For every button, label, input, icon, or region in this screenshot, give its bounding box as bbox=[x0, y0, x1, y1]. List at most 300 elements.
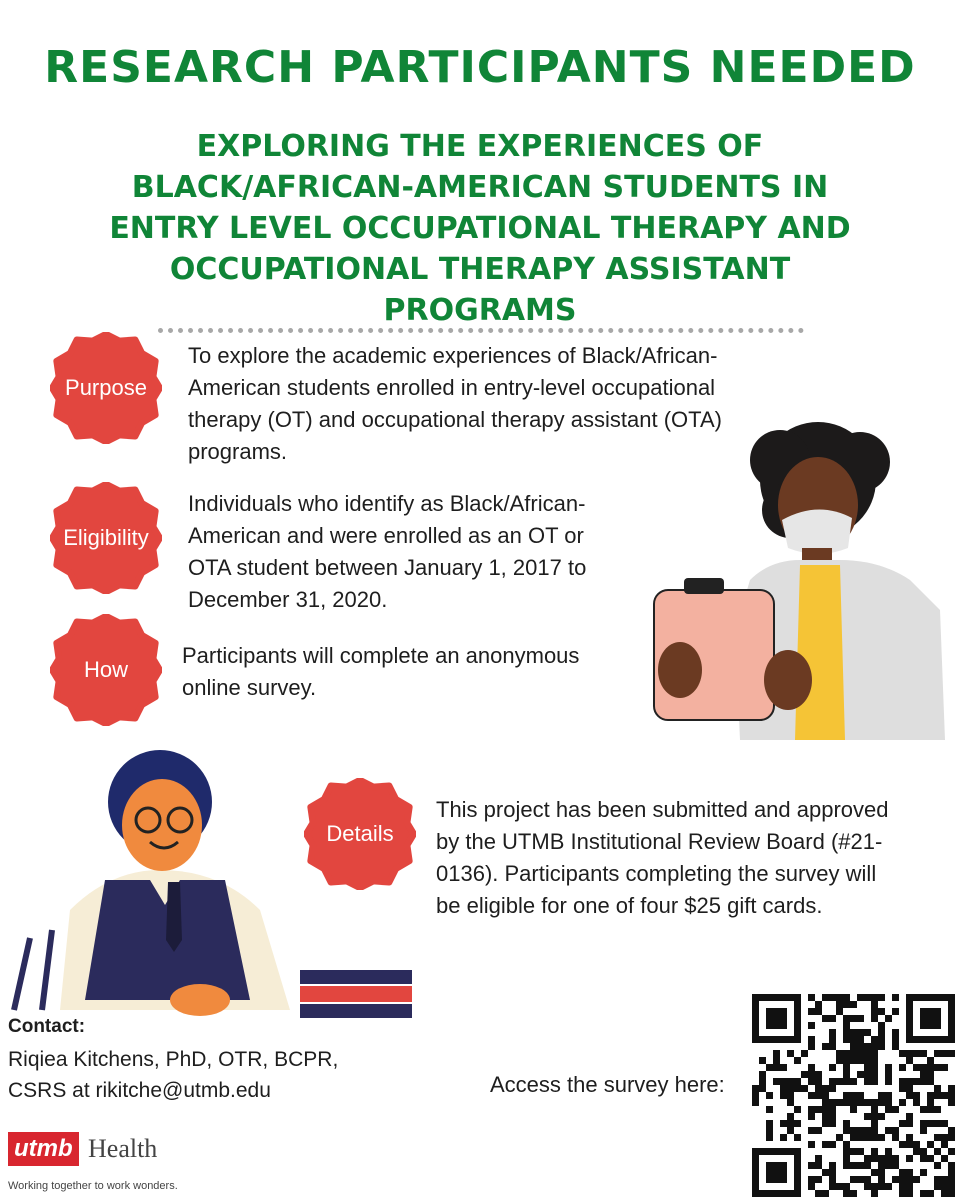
utmb-logo-mark: utmb bbox=[8, 1132, 79, 1166]
qr-module bbox=[885, 1099, 892, 1106]
qr-module bbox=[864, 1162, 871, 1169]
qr-module bbox=[780, 1134, 787, 1141]
qr-module bbox=[871, 1043, 878, 1050]
qr-module bbox=[892, 1134, 899, 1141]
qr-module bbox=[906, 1120, 913, 1127]
subtitle-line: BLACK/AFRICAN-AMERICAN STUDENTS IN bbox=[131, 170, 829, 205]
text-line: To explore the academic experiences of Black/African- bbox=[188, 343, 718, 368]
qr-module bbox=[934, 1183, 941, 1190]
contact-line: CSRS at rikitche@utmb.edu bbox=[8, 1079, 271, 1102]
qr-module bbox=[920, 1190, 927, 1197]
qr-module bbox=[920, 1127, 927, 1134]
qr-module bbox=[871, 1050, 878, 1057]
qr-module bbox=[857, 1029, 864, 1036]
qr-module bbox=[871, 1169, 878, 1176]
qr-module bbox=[801, 1050, 808, 1057]
qr-module bbox=[850, 1106, 857, 1113]
qr-module bbox=[829, 1078, 836, 1085]
qr-module bbox=[899, 1078, 906, 1085]
qr-module bbox=[843, 1001, 850, 1008]
qr-module bbox=[829, 1113, 836, 1120]
qr-module bbox=[857, 1036, 864, 1043]
qr-module bbox=[864, 1176, 871, 1183]
qr-module bbox=[899, 1120, 906, 1127]
qr-module bbox=[773, 1078, 780, 1085]
subtitle-line: PROGRAMS bbox=[383, 293, 577, 328]
qr-module bbox=[878, 1099, 885, 1106]
qr-module bbox=[871, 1106, 878, 1113]
qr-module bbox=[843, 1162, 850, 1169]
qr-module bbox=[843, 1064, 850, 1071]
qr-module bbox=[892, 1036, 899, 1043]
qr-module bbox=[850, 1043, 857, 1050]
qr-module bbox=[913, 1099, 920, 1106]
qr-module bbox=[857, 994, 864, 1001]
qr-module bbox=[815, 1071, 822, 1078]
qr-module bbox=[892, 1106, 899, 1113]
subtitle-line: EXPLORING THE EXPERIENCES OF bbox=[196, 129, 764, 164]
qr-module bbox=[787, 1092, 794, 1099]
qr-module bbox=[773, 1050, 780, 1057]
qr-module bbox=[948, 1176, 955, 1183]
qr-module bbox=[871, 1078, 878, 1085]
qr-module bbox=[780, 1120, 787, 1127]
qr-module bbox=[920, 1106, 927, 1113]
qr-module bbox=[829, 1141, 836, 1148]
qr-module bbox=[941, 1183, 948, 1190]
qr-module bbox=[878, 1134, 885, 1141]
qr-module bbox=[766, 1064, 773, 1071]
qr-module bbox=[871, 1127, 878, 1134]
qr-module bbox=[822, 1043, 829, 1050]
qr-module bbox=[920, 1120, 927, 1127]
qr-module bbox=[885, 1148, 892, 1155]
qr-module bbox=[892, 1029, 899, 1036]
qr-module bbox=[766, 1134, 773, 1141]
qr-module bbox=[885, 1106, 892, 1113]
how-text bbox=[182, 640, 579, 704]
qr-module bbox=[871, 1190, 878, 1197]
qr-module bbox=[857, 1092, 864, 1099]
qr-module bbox=[836, 1057, 843, 1064]
qr-module bbox=[927, 1155, 934, 1162]
text-line: December 31, 2020. bbox=[188, 587, 388, 612]
qr-module bbox=[948, 1148, 955, 1155]
qr-module bbox=[878, 1113, 885, 1120]
qr-module bbox=[857, 1134, 864, 1141]
qr-module bbox=[801, 1085, 808, 1092]
qr-module bbox=[878, 994, 885, 1001]
qr-module bbox=[822, 1092, 829, 1099]
qr-module bbox=[773, 1057, 780, 1064]
qr-module bbox=[752, 1099, 759, 1106]
subtitle-line: OCCUPATIONAL THERAPY ASSISTANT bbox=[169, 252, 791, 287]
qr-module bbox=[927, 1190, 934, 1197]
qr-module bbox=[885, 1155, 892, 1162]
qr-module bbox=[808, 1008, 815, 1015]
qr-module bbox=[941, 1134, 948, 1141]
qr-module bbox=[934, 1085, 941, 1092]
qr-module bbox=[850, 1050, 857, 1057]
qr-module bbox=[850, 1162, 857, 1169]
qr-module bbox=[843, 1148, 850, 1155]
qr-module bbox=[843, 1127, 850, 1134]
qr-module bbox=[808, 1078, 815, 1085]
contact-heading: Contact: bbox=[8, 1016, 86, 1037]
qr-module bbox=[927, 1071, 934, 1078]
utmb-logo-health: Health bbox=[88, 1134, 158, 1163]
qr-module bbox=[780, 1078, 787, 1085]
qr-module bbox=[808, 1022, 815, 1029]
man-with-books-illustration bbox=[0, 730, 420, 1020]
qr-module bbox=[871, 1099, 878, 1106]
qr-module bbox=[857, 1057, 864, 1064]
qr-module bbox=[759, 1078, 766, 1085]
qr-module bbox=[948, 1099, 955, 1106]
qr-module bbox=[892, 1127, 899, 1134]
qr-module bbox=[864, 1134, 871, 1141]
qr-module bbox=[878, 1155, 885, 1162]
qr-module bbox=[815, 1127, 822, 1134]
qr-module bbox=[808, 1036, 815, 1043]
qr-module bbox=[850, 1057, 857, 1064]
qr-module bbox=[899, 1064, 906, 1071]
qr-module bbox=[864, 1043, 871, 1050]
qr-module bbox=[885, 1071, 892, 1078]
eligibility-badge bbox=[50, 482, 162, 594]
qr-module bbox=[829, 1064, 836, 1071]
qr-module bbox=[815, 1190, 822, 1197]
qr-module bbox=[941, 1176, 948, 1183]
qr-module bbox=[808, 1092, 815, 1099]
qr-module bbox=[857, 1127, 864, 1134]
qr-module bbox=[822, 1015, 829, 1022]
qr-module bbox=[836, 1183, 843, 1190]
qr-module bbox=[815, 1085, 822, 1092]
qr-module bbox=[843, 1078, 850, 1085]
qr-module bbox=[878, 1176, 885, 1183]
survey-qr-code[interactable] bbox=[750, 992, 960, 1200]
qr-module bbox=[822, 1169, 829, 1176]
qr-module bbox=[857, 1162, 864, 1169]
qr-module bbox=[899, 1085, 906, 1092]
dotted-divider bbox=[158, 328, 804, 333]
poster-subtitle bbox=[60, 126, 900, 331]
qr-module bbox=[871, 1057, 878, 1064]
text-line: by the UTMB Institutional Review Board (#21- bbox=[436, 829, 883, 854]
qr-module bbox=[906, 1050, 913, 1057]
qr-module bbox=[871, 1183, 878, 1190]
qr-module bbox=[927, 1141, 934, 1148]
qr-module bbox=[836, 1050, 843, 1057]
qr-module bbox=[766, 1127, 773, 1134]
qr-module bbox=[871, 1134, 878, 1141]
qr-module bbox=[822, 1106, 829, 1113]
qr-module bbox=[948, 1085, 955, 1092]
qr-finder bbox=[920, 1008, 941, 1029]
qr-module bbox=[878, 1008, 885, 1015]
qr-module bbox=[878, 1036, 885, 1043]
qr-module bbox=[871, 1155, 878, 1162]
qr-module bbox=[906, 1092, 913, 1099]
qr-module bbox=[864, 1113, 871, 1120]
qr-module bbox=[801, 1071, 808, 1078]
qr-module bbox=[787, 1120, 794, 1127]
qr-finder bbox=[766, 1162, 787, 1183]
qr-module bbox=[899, 1176, 906, 1183]
qr-module bbox=[864, 1155, 871, 1162]
qr-module bbox=[892, 1162, 899, 1169]
qr-module bbox=[885, 1064, 892, 1071]
qr-module bbox=[871, 1001, 878, 1008]
qr-module bbox=[941, 1141, 948, 1148]
qr-module bbox=[843, 1050, 850, 1057]
qr-module bbox=[920, 1169, 927, 1176]
qr-module bbox=[913, 1092, 920, 1099]
qr-module bbox=[850, 1092, 857, 1099]
qr-module bbox=[787, 1127, 794, 1134]
qr-module bbox=[878, 1169, 885, 1176]
qr-module bbox=[871, 1064, 878, 1071]
qr-module bbox=[843, 1022, 850, 1029]
qr-module bbox=[808, 994, 815, 1001]
qr-module bbox=[780, 1085, 787, 1092]
qr-module bbox=[934, 1176, 941, 1183]
qr-module bbox=[941, 1092, 948, 1099]
qr-module bbox=[843, 994, 850, 1001]
qr-module bbox=[871, 1120, 878, 1127]
qr-module bbox=[920, 1064, 927, 1071]
qr-module bbox=[913, 1148, 920, 1155]
qr-module bbox=[752, 1085, 759, 1092]
qr-module bbox=[822, 1085, 829, 1092]
qr-module bbox=[871, 1148, 878, 1155]
qr-module bbox=[864, 1127, 871, 1134]
qr-module bbox=[836, 994, 843, 1001]
qr-module bbox=[941, 1190, 948, 1197]
qr-module bbox=[864, 1099, 871, 1106]
qr-module bbox=[857, 1050, 864, 1057]
qr-module bbox=[927, 1057, 934, 1064]
qr-module bbox=[906, 1183, 913, 1190]
qr-finder bbox=[766, 1008, 787, 1029]
text-line: Participants will complete an anonymous bbox=[182, 643, 580, 668]
qr-module bbox=[871, 1015, 878, 1022]
purpose-label: Purpose bbox=[65, 375, 147, 400]
qr-module bbox=[822, 1141, 829, 1148]
woman-with-clipboard-illustration bbox=[640, 410, 960, 750]
subtitle-line: ENTRY LEVEL OCCUPATIONAL THERAPY AND bbox=[109, 211, 851, 246]
qr-module bbox=[885, 1078, 892, 1085]
qr-module bbox=[892, 1155, 899, 1162]
qr-module bbox=[899, 1141, 906, 1148]
qr-module bbox=[892, 1043, 899, 1050]
qr-module bbox=[899, 1190, 906, 1197]
qr-module bbox=[878, 1162, 885, 1169]
qr-module bbox=[927, 1106, 934, 1113]
qr-module bbox=[913, 1064, 920, 1071]
qr-module bbox=[906, 1176, 913, 1183]
qr-module bbox=[913, 1141, 920, 1148]
contact-line: Riqiea Kitchens, PhD, OTR, BCPR, bbox=[8, 1048, 339, 1071]
qr-module bbox=[885, 1127, 892, 1134]
qr-module bbox=[850, 1015, 857, 1022]
qr-module bbox=[843, 1071, 850, 1078]
qr-module bbox=[934, 1064, 941, 1071]
qr-module bbox=[948, 1183, 955, 1190]
qr-module bbox=[759, 1071, 766, 1078]
qr-module bbox=[857, 1015, 864, 1022]
qr-module bbox=[927, 1099, 934, 1106]
survey-access-label: Access the survey here: bbox=[490, 1072, 725, 1097]
qr-module bbox=[941, 1155, 948, 1162]
qr-module bbox=[780, 1064, 787, 1071]
text-line: therapy (OT) and occupational therapy assistant (OTA) bbox=[188, 407, 722, 432]
qr-module bbox=[871, 1008, 878, 1015]
qr-module bbox=[850, 1148, 857, 1155]
qr-module bbox=[843, 1141, 850, 1148]
qr-module bbox=[850, 1099, 857, 1106]
qr-module bbox=[920, 1155, 927, 1162]
qr-module bbox=[829, 1099, 836, 1106]
text-line: be eligible for one of four $25 gift cards. bbox=[436, 893, 823, 918]
qr-module bbox=[829, 1029, 836, 1036]
qr-module bbox=[752, 1092, 759, 1099]
qr-module bbox=[913, 1176, 920, 1183]
qr-module bbox=[815, 1078, 822, 1085]
qr-module bbox=[927, 1092, 934, 1099]
qr-module bbox=[850, 1127, 857, 1134]
qr-module bbox=[850, 1029, 857, 1036]
qr-module bbox=[934, 1134, 941, 1141]
qr-module bbox=[808, 1162, 815, 1169]
qr-module bbox=[787, 1113, 794, 1120]
qr-module bbox=[878, 1092, 885, 1099]
qr-module bbox=[906, 1113, 913, 1120]
qr-module bbox=[948, 1134, 955, 1141]
qr-module bbox=[934, 1162, 941, 1169]
qr-module bbox=[822, 1113, 829, 1120]
utmb-tagline: Working together to work wonders. bbox=[8, 1180, 178, 1192]
text-line: American and were enrolled as an OT or bbox=[188, 523, 584, 548]
qr-module bbox=[899, 1099, 906, 1106]
qr-module bbox=[864, 1183, 871, 1190]
qr-module bbox=[829, 1036, 836, 1043]
qr-module bbox=[850, 1001, 857, 1008]
qr-module bbox=[899, 1183, 906, 1190]
qr-module bbox=[927, 1120, 934, 1127]
qr-module bbox=[878, 1022, 885, 1029]
qr-module bbox=[885, 1162, 892, 1169]
qr-module bbox=[864, 1050, 871, 1057]
qr-module bbox=[899, 1169, 906, 1176]
qr-module bbox=[864, 1057, 871, 1064]
qr-module bbox=[766, 1120, 773, 1127]
qr-module bbox=[920, 1050, 927, 1057]
qr-module bbox=[941, 1050, 948, 1057]
qr-module bbox=[815, 1106, 822, 1113]
qr-module bbox=[941, 1120, 948, 1127]
qr-module bbox=[892, 1176, 899, 1183]
qr-module bbox=[857, 1099, 864, 1106]
qr-module bbox=[822, 1120, 829, 1127]
qr-module bbox=[836, 1099, 843, 1106]
qr-module bbox=[780, 1092, 787, 1099]
qr-module bbox=[829, 1176, 836, 1183]
qr-module bbox=[843, 1099, 850, 1106]
qr-module bbox=[843, 1036, 850, 1043]
text-line: programs. bbox=[188, 439, 288, 464]
text-line: Individuals who identify as Black/African- bbox=[188, 491, 586, 516]
qr-module bbox=[892, 994, 899, 1001]
qr-module bbox=[787, 1050, 794, 1057]
qr-module bbox=[843, 1057, 850, 1064]
qr-module bbox=[794, 1057, 801, 1064]
text-line: online survey. bbox=[182, 675, 317, 700]
qr-module bbox=[906, 1085, 913, 1092]
qr-module bbox=[906, 1057, 913, 1064]
qr-module bbox=[843, 1155, 850, 1162]
qr-module bbox=[829, 1106, 836, 1113]
qr-module bbox=[773, 1064, 780, 1071]
qr-module bbox=[836, 1008, 843, 1015]
qr-module bbox=[836, 1078, 843, 1085]
qr-module bbox=[857, 1043, 864, 1050]
qr-module bbox=[878, 1043, 885, 1050]
details-label: Details bbox=[326, 821, 394, 846]
qr-module bbox=[815, 1008, 822, 1015]
qr-module bbox=[794, 1134, 801, 1141]
qr-module bbox=[794, 1078, 801, 1085]
qr-module bbox=[948, 1092, 955, 1099]
qr-module bbox=[766, 1092, 773, 1099]
qr-module bbox=[808, 1071, 815, 1078]
qr-module bbox=[850, 1176, 857, 1183]
qr-module bbox=[829, 1120, 836, 1127]
qr-module bbox=[815, 1092, 822, 1099]
qr-module bbox=[822, 1190, 829, 1197]
text-line: 0136). Participants completing the survey will bbox=[436, 861, 877, 886]
qr-module bbox=[913, 1078, 920, 1085]
qr-module bbox=[794, 1120, 801, 1127]
text-line: American students enrolled in entry-level occupational bbox=[188, 375, 716, 400]
qr-module bbox=[808, 1113, 815, 1120]
qr-module bbox=[906, 1155, 913, 1162]
qr-module bbox=[885, 1183, 892, 1190]
qr-module bbox=[787, 1085, 794, 1092]
qr-module bbox=[843, 1029, 850, 1036]
qr-module bbox=[808, 1176, 815, 1183]
qr-module bbox=[857, 1071, 864, 1078]
qr-module bbox=[864, 1078, 871, 1085]
qr-module bbox=[759, 1085, 766, 1092]
qr-module bbox=[822, 994, 829, 1001]
qr-module bbox=[829, 1183, 836, 1190]
qr-module bbox=[927, 1078, 934, 1085]
qr-module bbox=[850, 1036, 857, 1043]
qr-module bbox=[906, 1190, 913, 1197]
qr-module bbox=[948, 1190, 955, 1197]
qr-module bbox=[843, 1120, 850, 1127]
qr-module bbox=[906, 1169, 913, 1176]
qr-module bbox=[794, 1106, 801, 1113]
qr-module bbox=[836, 1134, 843, 1141]
qr-module bbox=[808, 1106, 815, 1113]
qr-module bbox=[822, 1099, 829, 1106]
qr-module bbox=[899, 1050, 906, 1057]
qr-module bbox=[878, 1029, 885, 1036]
qr-module bbox=[759, 1057, 766, 1064]
